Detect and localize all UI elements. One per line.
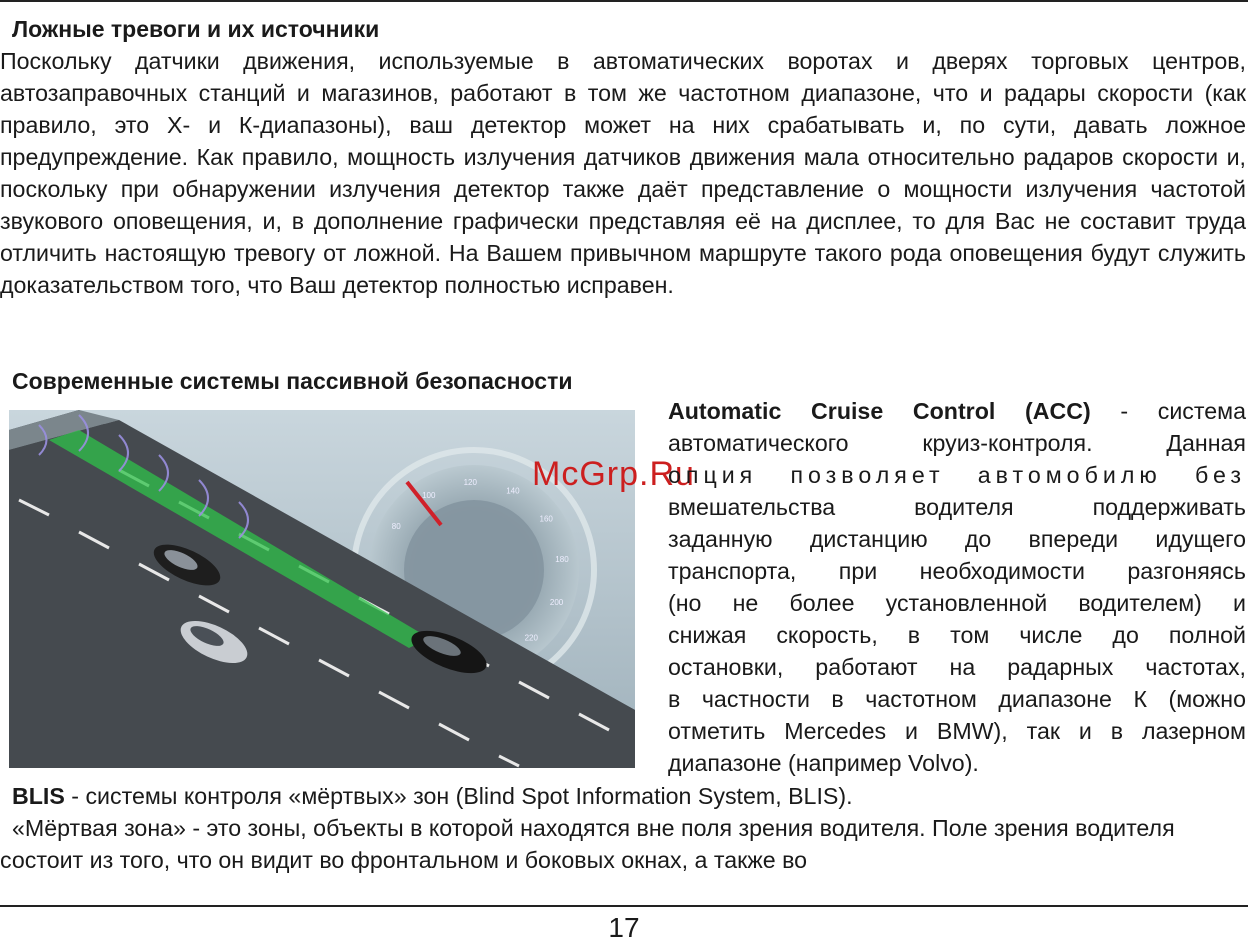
acc-line: Automatic Cruise Control (ACC) - система — [668, 398, 1246, 424]
acc-line: транспорта, при необходимости разгоняясь — [668, 558, 1246, 584]
watermark: McGrp.Ru — [532, 455, 695, 493]
dead-zone-paragraph: «Мёртвая зона» - это зоны, объекты в которой находятся вне поля зрения водителя. Поле зрения водителя состоит из того, что он видит во фронтальном и боковых окнах, а также во — [0, 815, 1175, 873]
acc-line: опция позволяет автомобилю без — [668, 462, 1246, 488]
speedometer-tick: 200 — [549, 598, 564, 608]
blis-paragraph: BLIS - системы контроля «мёртвых» зон (Blind Spot Information System, BLIS). — [12, 783, 853, 809]
section-heading-passive-safety: Современные системы пассивной безопасности — [12, 368, 573, 394]
acc-line: заданную дистанцию до впереди идущего — [668, 526, 1246, 552]
acc-line: в частности в частотном диапазоне К (можно — [668, 686, 1246, 712]
speedometer-tick: 100 — [422, 490, 436, 500]
acc-description — [668, 395, 1246, 779]
acc-line: автоматического круиз-контроля. Данная — [668, 430, 1246, 456]
speedometer-tick: 140 — [506, 486, 520, 496]
blis-label: BLIS — [12, 783, 65, 809]
acc-title: Automatic Cruise Control (ACC) — [668, 398, 1091, 424]
speedometer-tick: 120 — [463, 478, 477, 488]
page-number: 17 — [608, 912, 640, 943]
speedometer-tick: 80 — [391, 522, 401, 531]
acc-line: (но не более установленной водителем) и — [668, 590, 1246, 616]
speedometer-tick: 180 — [555, 555, 569, 565]
false-alarms-paragraph: Поскольку датчики движения, используемые в автоматических воротах и дверях торговых центров, автозаправочных станций и магазинов, работают в том же частотном диапазоне, что и радары скорости (как правило, это Х- и К-диапазоны), ваш детектор может на них срабатывать и, по сути, давать ложное предупреждение. Как правило, мощность излучения датчиков движения мала относительно радаров скорости и, поскольку при обнаружении излучения детектор также даёт представление о мощности излучения частотой звукового оповещения, и, в дополнение графически представляя её на дисплее, то для Вас не составит труда отличить настоящую тревогу от ложной. На Вашем привычном маршруте такого рода оповещения будут служить доказательством того, что Ваш детектор полностью исправен. — [0, 48, 1246, 298]
bottom-rule — [0, 905, 1248, 907]
acc-line: снижая скорость, в том числе до полной — [668, 622, 1246, 648]
speedometer-tick: 160 — [539, 514, 553, 524]
acc-line: отметить Mercedes и BMW), так и в лазерном — [668, 718, 1246, 744]
acc-line: остановки, работают на радарных частотах, — [668, 654, 1246, 680]
acc-line: вмешательства водителя поддерживать — [668, 494, 1246, 520]
acc-line: диапазоне (например Volvo). — [668, 750, 979, 776]
top-rule — [0, 0, 1248, 2]
section-heading-false-alarms: Ложные тревоги и их источники — [12, 16, 380, 42]
speedometer-tick: 220 — [524, 633, 538, 643]
